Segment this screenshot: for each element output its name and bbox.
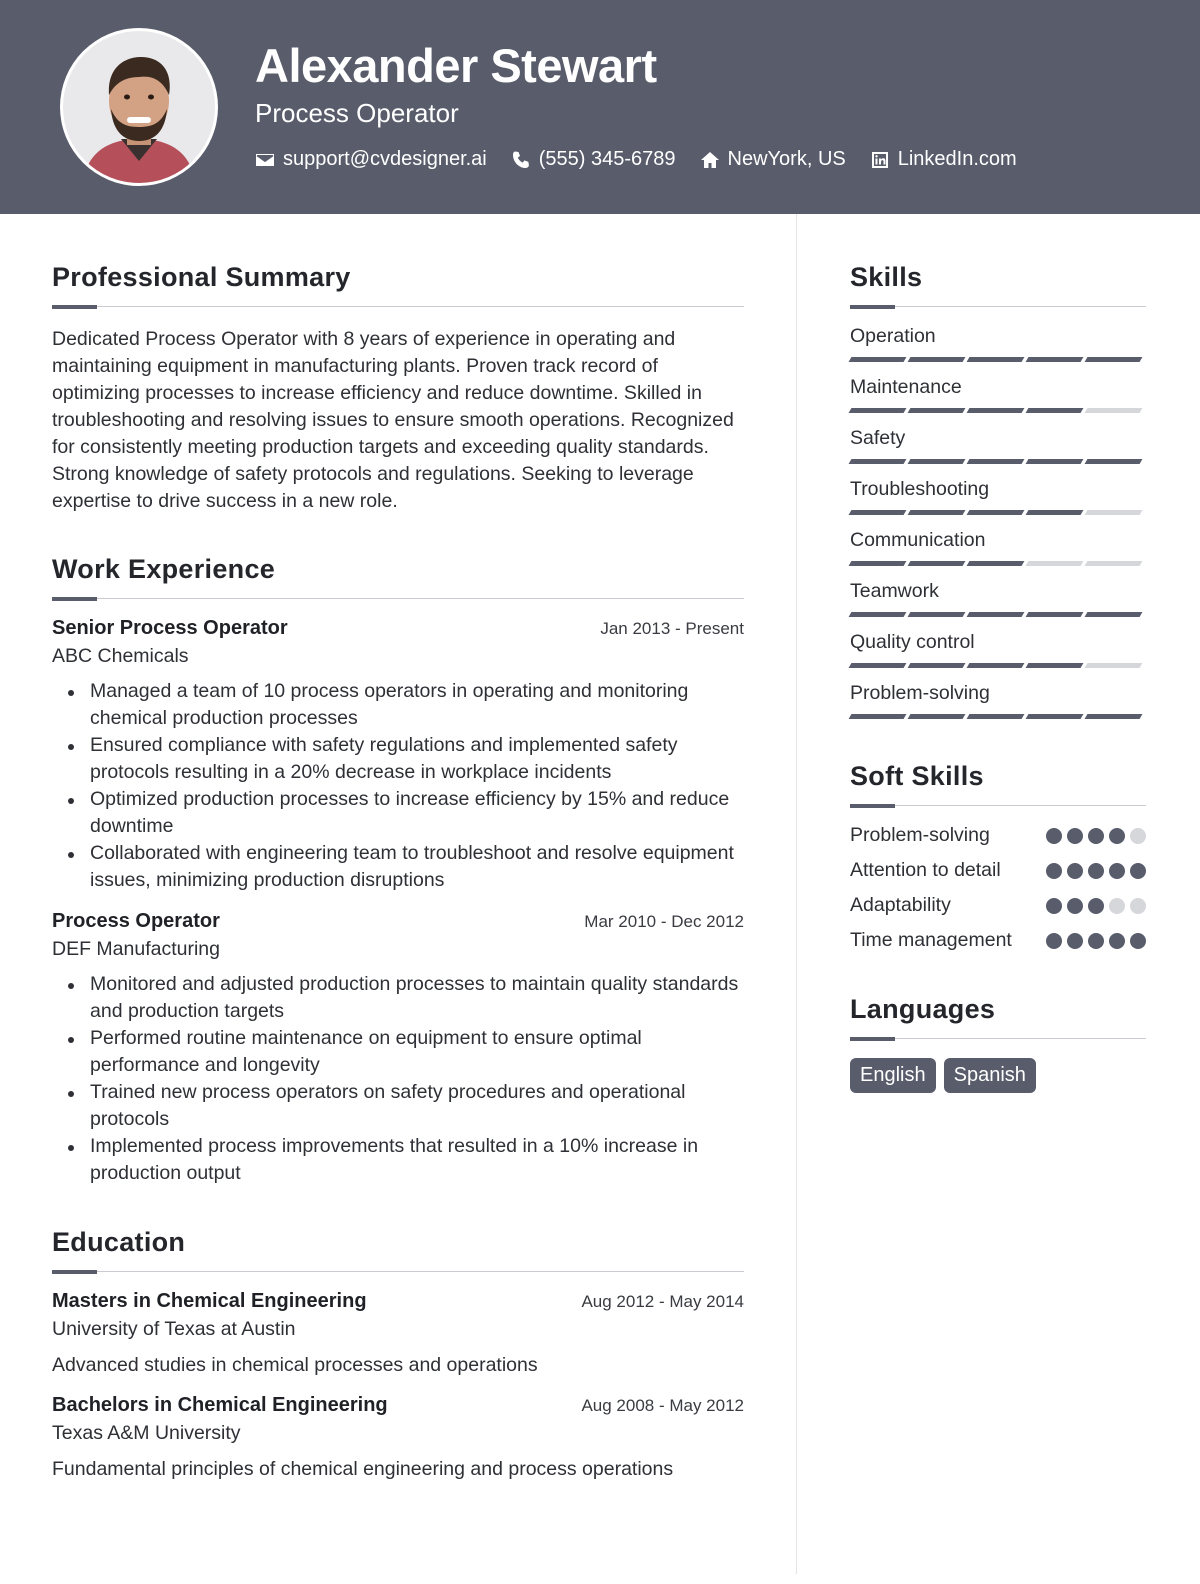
list-item: Collaborated with engineering team to troubleshoot and resolve equipment issues, minimizing production disruptions	[52, 840, 744, 894]
skill-name: Problem-solving	[850, 682, 990, 704]
skill-level-segment	[908, 663, 966, 668]
school-name: Texas A&M University	[52, 1422, 241, 1444]
rating-dot	[1130, 863, 1146, 879]
contact-email[interactable]	[255, 148, 487, 171]
skill-level-segment	[1026, 561, 1084, 566]
skill-level-bar	[850, 561, 1146, 566]
rating-dot	[1067, 863, 1083, 879]
languages-section	[850, 994, 1146, 1093]
rating-dot	[1088, 898, 1104, 914]
soft-skills-heading: Soft Skills	[850, 761, 984, 791]
rating-dot	[1088, 863, 1104, 879]
job-achievements	[52, 971, 744, 1187]
education-heading: Education	[52, 1227, 186, 1257]
skill-level-segment	[849, 459, 907, 464]
skill-level-segment	[849, 612, 907, 617]
skill-item	[850, 529, 1146, 566]
skill-name: Communication	[850, 529, 986, 551]
skill-level-segment	[1085, 357, 1143, 362]
skill-name: Maintenance	[850, 376, 962, 398]
contact-phone-text: (555) 345-6789	[538, 148, 676, 170]
skill-level-segment	[1085, 510, 1143, 515]
skill-level-bar	[850, 510, 1146, 515]
education-entry	[52, 1290, 744, 1377]
contact-location	[700, 148, 846, 171]
soft-skill-item	[850, 927, 1146, 954]
rating-dot	[1046, 933, 1062, 949]
skill-level-segment	[1026, 459, 1084, 464]
skill-item	[850, 580, 1146, 617]
job-dates: Mar 2010 - Dec 2012	[584, 912, 744, 931]
skill-level-segment	[1085, 714, 1143, 719]
list-item: Monitored and adjusted production processes to maintain quality standards and production targets	[52, 971, 744, 1025]
job-entry	[52, 617, 744, 894]
degree-title: Bachelors in Chemical Engineering	[52, 1394, 388, 1416]
rating-dot	[1109, 863, 1125, 879]
job-title: Process Operator	[52, 910, 220, 932]
skill-level-segment	[1085, 561, 1143, 566]
envelope-icon	[255, 150, 275, 170]
skill-level-segment	[908, 357, 966, 362]
education-description: Fundamental principles of chemical engineering and process operations	[52, 1458, 674, 1480]
resume-header	[0, 0, 1200, 214]
section-divider	[52, 1270, 744, 1273]
section-divider	[850, 1037, 1146, 1040]
skill-level-bar	[850, 408, 1146, 413]
list-item: Trained new process operators on safety procedures and operational protocols	[52, 1079, 744, 1133]
linkedin-icon	[870, 150, 890, 170]
education-dates: Aug 2008 - May 2012	[581, 1396, 744, 1415]
job-entry	[52, 910, 744, 1187]
rating-dot	[1109, 933, 1125, 949]
skill-level-segment	[908, 510, 966, 515]
skill-level-segment	[1085, 459, 1143, 464]
skill-level-segment	[1085, 612, 1143, 617]
soft-skills-section	[850, 761, 1146, 954]
rating-dot	[1109, 898, 1125, 914]
rating-dot	[1130, 933, 1146, 949]
soft-skill-rating	[1046, 828, 1146, 844]
skill-level-bar	[850, 459, 1146, 464]
skill-level-segment	[908, 612, 966, 617]
soft-skill-item	[850, 892, 1146, 919]
column-divider	[796, 214, 797, 1574]
skill-level-segment	[849, 357, 907, 362]
avatar	[60, 28, 218, 186]
section-divider	[52, 597, 744, 600]
contact-location-text: NewYork, US	[727, 148, 846, 170]
job-company: ABC Chemicals	[52, 645, 189, 667]
skill-level-segment	[1026, 714, 1084, 719]
skill-name: Troubleshooting	[850, 478, 990, 500]
section-divider	[850, 804, 1146, 807]
skill-level-segment	[967, 408, 1025, 413]
rating-dot	[1088, 933, 1104, 949]
language-tag: English	[850, 1058, 936, 1093]
skill-level-segment	[849, 714, 907, 719]
list-item: Optimized production processes to increase efficiency by 15% and reduce downtime	[52, 786, 744, 840]
skill-item	[850, 682, 1146, 719]
language-tag: Spanish	[944, 1058, 1036, 1093]
skill-level-segment	[908, 408, 966, 413]
education-entry	[52, 1394, 744, 1481]
contact-phone[interactable]	[511, 148, 676, 171]
soft-skill-item	[850, 822, 1146, 849]
job-achievements	[52, 678, 744, 894]
language-tags	[850, 1058, 1146, 1093]
skill-level-segment	[967, 663, 1025, 668]
skills-heading: Skills	[850, 262, 923, 292]
education-dates: Aug 2012 - May 2014	[581, 1292, 744, 1311]
skill-item	[850, 478, 1146, 515]
summary-text: Dedicated Process Operator with 8 years of experience in operating and maintaining equipment in manufacturing plants. Proven track record of optimizing processes to increase efficiency and reduce downtime. Skilled in troubleshooting and resolving issues to ensure smooth operations. Recognized for consistently meeting production targets and exceeding quality standards. Strong knowledge of safety protocols and regulations. Seeking to leverage expertise to drive success in a new role.	[52, 328, 734, 512]
rating-dot	[1130, 828, 1146, 844]
skill-level-bar	[850, 663, 1146, 668]
home-icon	[700, 150, 720, 170]
job-company: DEF Manufacturing	[52, 938, 220, 960]
list-item: Performed routine maintenance on equipment to ensure optimal performance and longevity	[52, 1025, 744, 1079]
candidate-name: Alexander Stewart	[255, 39, 657, 92]
rating-dot	[1067, 898, 1083, 914]
skill-level-bar	[850, 357, 1146, 362]
skill-name: Teamwork	[850, 580, 939, 602]
list-item: Managed a team of 10 process operators in operating and monitoring chemical production processes	[52, 678, 744, 732]
phone-icon	[511, 150, 531, 170]
languages-heading: Languages	[850, 994, 996, 1024]
summary-section	[52, 262, 744, 515]
skill-level-segment	[1026, 357, 1084, 362]
skill-level-segment	[967, 459, 1025, 464]
rating-dot	[1046, 828, 1062, 844]
soft-skill-name: Adaptability	[850, 894, 951, 916]
soft-skill-rating	[1046, 863, 1146, 879]
rating-dot	[1130, 898, 1146, 914]
soft-skill-name: Time management	[850, 929, 1012, 951]
education-section	[52, 1227, 744, 1481]
skill-level-segment	[849, 561, 907, 566]
job-title: Senior Process Operator	[52, 617, 288, 639]
contact-list	[255, 148, 1041, 171]
skill-name: Safety	[850, 427, 906, 449]
skill-level-segment	[1026, 663, 1084, 668]
skill-item	[850, 325, 1146, 362]
skill-item	[850, 631, 1146, 668]
skill-item	[850, 376, 1146, 413]
contact-email-text: support@cvdesigner.ai	[283, 148, 487, 170]
skill-level-segment	[967, 612, 1025, 617]
soft-skill-name: Problem-solving	[850, 824, 990, 846]
skill-level-segment	[849, 510, 907, 515]
skills-section	[850, 262, 1146, 719]
sidebar-column	[850, 262, 1146, 1093]
soft-skills-list	[850, 822, 1146, 954]
soft-skill-rating	[1046, 933, 1146, 949]
skill-level-segment	[1026, 612, 1084, 617]
school-name: University of Texas at Austin	[52, 1318, 296, 1340]
soft-skill-item	[850, 857, 1146, 884]
skill-level-segment	[1026, 408, 1084, 413]
skill-level-segment	[1026, 510, 1084, 515]
skill-level-segment	[1085, 663, 1143, 668]
list-item: Implemented process improvements that resulted in a 10% increase in production output	[52, 1133, 744, 1187]
section-divider	[52, 305, 744, 308]
skill-level-bar	[850, 714, 1146, 719]
candidate-title: Process Operator	[255, 98, 459, 128]
section-divider	[850, 305, 1146, 308]
job-dates: Jan 2013 - Present	[600, 619, 744, 638]
experience-section	[52, 554, 744, 1187]
experience-heading: Work Experience	[52, 554, 276, 584]
soft-skill-name: Attention to detail	[850, 859, 1001, 881]
skill-level-segment	[849, 663, 907, 668]
rating-dot	[1067, 933, 1083, 949]
skill-level-segment	[908, 714, 966, 719]
skill-level-segment	[1085, 408, 1143, 413]
skills-list	[850, 325, 1146, 719]
list-item: Ensured compliance with safety regulations and implemented safety protocols resulting in a 20% decrease in workplace incidents	[52, 732, 744, 786]
rating-dot	[1046, 898, 1062, 914]
profile-photo	[63, 31, 215, 183]
main-column	[52, 262, 744, 1481]
skill-level-segment	[849, 408, 907, 413]
rating-dot	[1109, 828, 1125, 844]
skill-level-segment	[908, 459, 966, 464]
skill-name: Quality control	[850, 631, 975, 653]
skill-item	[850, 427, 1146, 464]
contact-linkedin-text: LinkedIn.com	[897, 148, 1017, 170]
skill-level-bar	[850, 612, 1146, 617]
skill-level-segment	[967, 510, 1025, 515]
skill-level-segment	[967, 561, 1025, 566]
rating-dot	[1088, 828, 1104, 844]
skill-level-segment	[967, 357, 1025, 362]
contact-linkedin[interactable]	[870, 148, 1017, 171]
rating-dot	[1046, 863, 1062, 879]
skill-name: Operation	[850, 325, 936, 347]
rating-dot	[1067, 828, 1083, 844]
skill-level-segment	[967, 714, 1025, 719]
soft-skill-rating	[1046, 898, 1146, 914]
degree-title: Masters in Chemical Engineering	[52, 1290, 367, 1312]
summary-heading: Professional Summary	[52, 262, 351, 292]
education-description: Advanced studies in chemical processes and operations	[52, 1354, 538, 1376]
skill-level-segment	[908, 561, 966, 566]
